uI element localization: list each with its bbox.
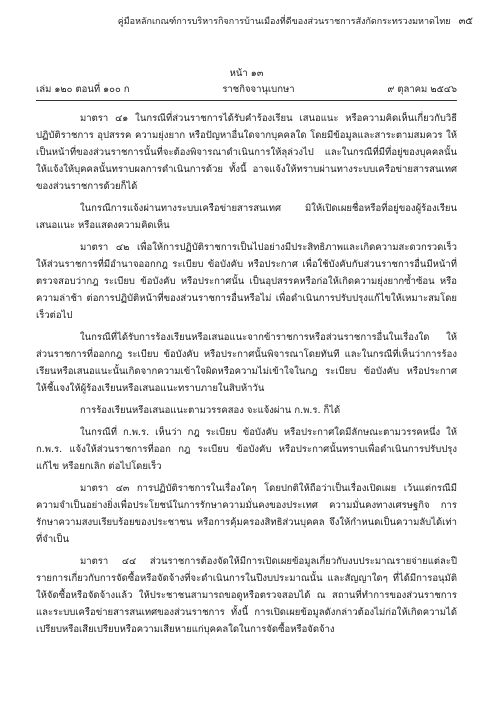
paragraph-section-42-4: ในกรณีที่ ก.พ.ร. เห็นว่า กฎ ระเบียบ ข้อบังคับ หรือประกาศใดมีลักษณะตามวรรคหนึ่ง ให้ ก.พ.ร. แจ้งให้ส่วนราชการที่ออก กฎ ระเบียบ ข้อบังคับ หรือประกาศนั้นทราบเพื่อดำเนินการปรับปรุงแก้ไข หรือยกเลิก ต่อไปโดยเร็ว — [36, 427, 457, 472]
paragraph-section-44: มาตรา ๔๔ ส่วนราชการต้องจัดให้มีการเปิดเผยข้อมูลเกี่ยวกับงบประมาณรายจ่ายแต่ละปี รายการเกี่ยวกับการจัดซื้อหรือจัดจ้างที่จะดำเนินการในปีงบประมาณนั้น และสัญญาใดๆ ที่ได้มีการอนุมัติให้จัดซื้อหรือจัดจ้างแล้ว ให้ประชาชนสามารถขอดูหรือตรวจสอบได้ ณ สถานที่ทำการของส่วนราชการ และระบบเครือข่ายสารสนเทศของส่วนราชการ ทั้งนี้ การเปิดเผยข้อมูลดังกล่าวต้องไม่ก่อให้เกิดความได้เปรียบหรือเสียเปรียบหรือความเสียหายแก่บุคคลใดในการจัดซื้อหรือจัดจ้าง — [36, 556, 457, 635]
paragraph-section-41: มาตรา ๔๑ ในกรณีที่ส่วนราชการได้รับคำร้องเรียน เสนอแนะ หรือความคิดเห็นเกี่ยวกับวิธีปฏิบัติราชการ อุปสรรค ความยุ่งยาก หรือปัญหาอื่นใดจากบุคคลใด โดยมีข้อมูลและสาระตามสมควร ให้เป็นหน้าที่ของส่วนราชการนั้นที่จะต้องพิจารณาดำเนินการให้ลุล่วงไป และในกรณีที่มีที่อยู่ของบุคคลนั้น ให้แจ้งให้บุคคลนั้นทราบผลการดำเนินการด้วย ทั้งนี้ อาจแจ้งให้ทราบผ่านทางระบบเครือข่ายสารสนเทศของส่วนราชการด้วยก็ได้ — [36, 113, 457, 192]
gazette-page-label: หน้า ๑๓ — [229, 68, 264, 79]
paragraph-section-42: มาตรา ๔๒ เพื่อให้การปฏิบัติราชการเป็นไปอย่างมีประสิทธิภาพและเกิดความสะดวกรวดเร็ว ให้ส่วนราชการที่มีอำนาจออกกฎ ระเบียบ ข้อบังคับ หรือประกาศ เพื่อใช้บังคับกับส่วนราชการอื่นมีหน้าที่ตรวจสอบว่ากฎ ระเบียบ ข้อบังคับ หรือประกาศนั้น เป็นอุปสรรคหรือก่อให้เกิดความยุ่งยากซ้ำซ้อน หรือความล่าช้า ต่อการปฏิบัติหน้าที่ของส่วนราชการอื่นหรือไม่ เพื่อดำเนินการปรับปรุงแก้ไขให้เหมาะสมโดยเร็วต่อไป — [36, 242, 457, 321]
gazette-publication: ราชกิจจานุเบกษา — [222, 84, 295, 95]
gazette-volume: เล่ม ๑๒๐ ตอนที่ ๑๐๐ ก — [36, 84, 130, 95]
page-number: ๓๕ — [458, 16, 473, 27]
manual-title: คู่มือหลักเกณฑ์การบริหารกิจการบ้านเมืองที่ดีของส่วนราชการสังกัดกระทรวงมหาดไทย — [117, 17, 451, 27]
paragraph-section-42-2: ในกรณีที่ได้รับการร้องเรียนหรือเสนอแนะจากข้าราชการหรือส่วนราชการอื่นในเรื่องใด ให้ส่วนราชการที่ออกกฎ ระเบียบ ข้อบังคับ หรือประกาศนั้นพิจารณาโดยทันที และในกรณีที่เห็นว่าการร้องเรียนหรือเสนอแนะนั้นเกิดจากความเข้าใจผิดหรือความไม่เข้าใจในกฎ ระเบียบ ข้อบังคับ หรือประกาศ ให้ชี้แจงให้ผู้ร้องเรียนหรือเสนอแนะทราบภายในสิบห้าวัน — [36, 332, 457, 394]
paragraph-section-42-3: การร้องเรียนหรือเสนอแนะตามวรรคสอง จะแจ้งผ่าน ก.พ.ร. ก็ได้ — [80, 405, 341, 416]
paragraph-section-41-2: ในกรณีการแจ้งผ่านทางระบบเครือข่ายสารสนเทศ มิให้เปิดเผยชื่อหรือที่อยู่ของผู้ร้องเรียนเสนอแนะ หรือแสดงความคิดเห็น — [36, 203, 457, 231]
gazette-header — [36, 66, 457, 97]
paragraph-section-43: มาตรา ๔๓ การปฏิบัติราชการในเรื่องใดๆ โดยปกติให้ถือว่าเป็นเรื่องเปิดเผย เว้นแต่กรณีมีความจำเป็นอย่างยิ่งเพื่อประโยชน์ในการรักษาความมั่นคงของประเทศ ความมั่นคงทางเศรษฐกิจ การรักษาความสงบเรียบร้อยของประชาชน หรือการคุ้มครองสิทธิส่วนบุคคล จึงให้กำหนดเป็นความลับได้เท่าที่จำเป็น — [36, 483, 457, 545]
header-divider — [36, 100, 457, 101]
page-header — [118, 14, 473, 29]
document-body — [36, 110, 457, 643]
gazette-date: ๙ ตุลาคม ๒๕๔๖ — [387, 84, 457, 95]
gazette-info-row — [36, 82, 457, 97]
